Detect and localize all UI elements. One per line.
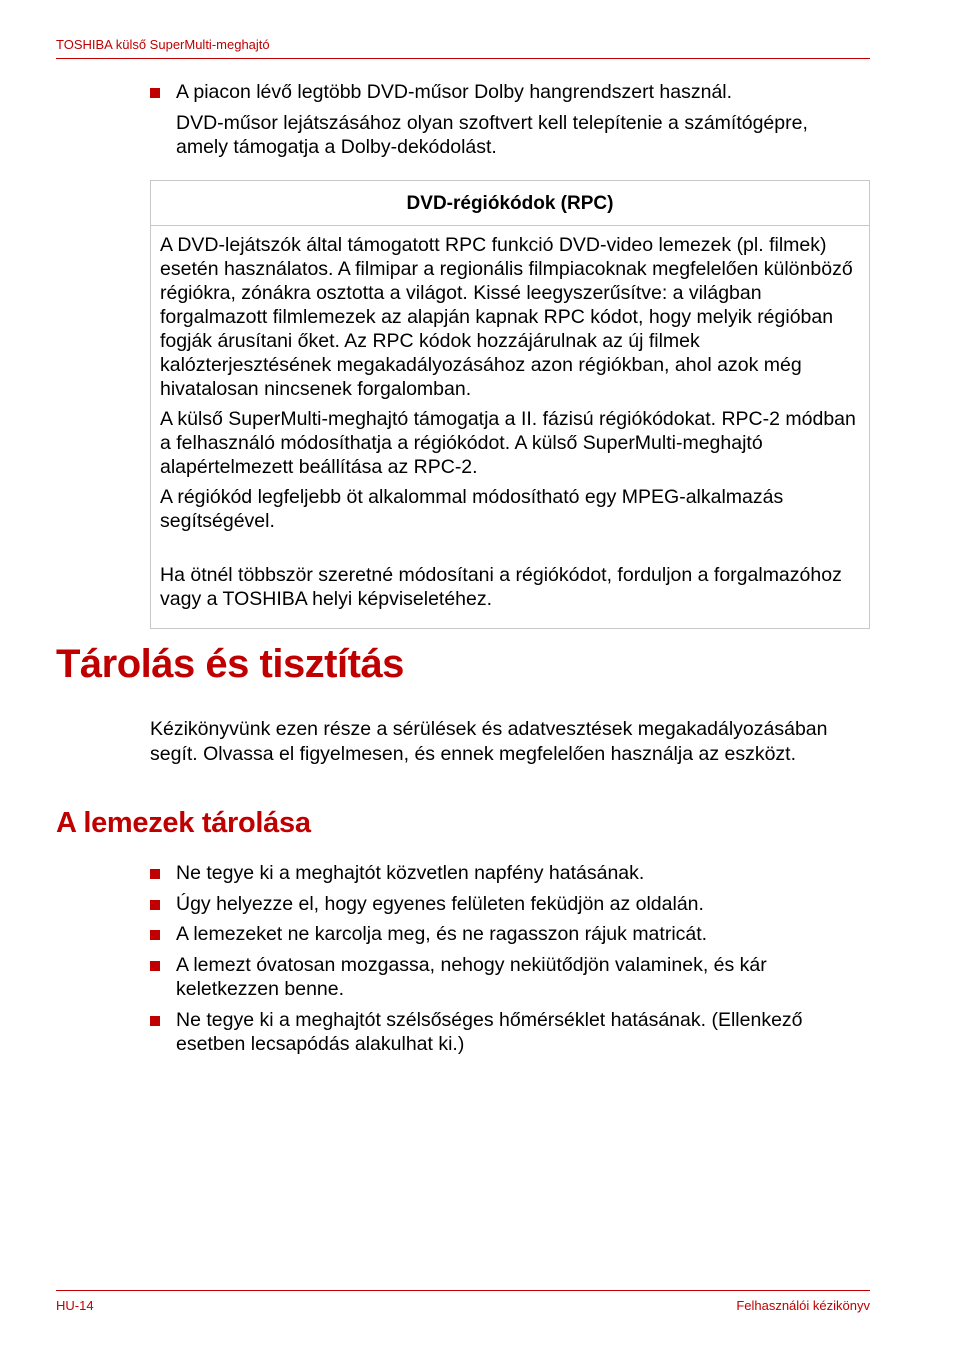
list-item <box>150 1008 850 1056</box>
square-bullet-icon <box>150 1016 160 1026</box>
note-title: DVD-régiókódok (RPC) <box>151 181 869 226</box>
note-paragraph: A külső SuperMulti-meghajtó támogatja a II. fázisú régiókódokat. RPC-2 módban a felhasználó módosíthatja a régiókódot. A külső SuperMulti-meghajtó alapértelmezett beállítása az RPC-2. <box>160 408 856 478</box>
header-rule <box>56 58 870 59</box>
square-bullet-icon <box>150 88 160 98</box>
section-heading: Tárolás és tisztítás <box>56 642 404 686</box>
section-intro: Kézikönyvünk ezen része a sérülések és adatvesztések megakadályozásában segít. Olvassa el figyelmesen, és ennek megfelelően használja az eszközt. <box>150 718 828 765</box>
list-item <box>150 922 850 946</box>
list-item <box>150 892 850 916</box>
note-box <box>150 180 870 629</box>
square-bullet-icon <box>150 869 160 879</box>
square-bullet-icon <box>150 900 160 910</box>
list-item <box>150 953 850 1001</box>
note-paragraph: A régiókód legfeljebb öt alkalommal módosítható egy MPEG-alkalmazás segítségével. <box>160 486 784 532</box>
list-item <box>150 80 850 104</box>
list-item-text: A piacon lévő legtöbb DVD-műsor Dolby hangrendszert használ. <box>176 81 733 103</box>
list-item-text: A lemezeket ne karcolja meg, és ne ragasszon rájuk matricát. <box>176 923 708 945</box>
page-number: HU-14 <box>56 1298 94 1313</box>
note-body <box>151 226 869 611</box>
list-item <box>150 861 850 885</box>
body-paragraph: DVD-műsor lejátszásához olyan szoftvert kell telepítenie a számítógépre, amely támogatja a Dolby-dekódolást. <box>176 112 808 158</box>
list-item-text: A lemezt óvatosan mozgassa, nehogy nekiütődjön valaminek, és kár keletkezzen benne. <box>176 954 767 1000</box>
square-bullet-icon <box>150 930 160 940</box>
note-paragraph: Ha ötnél többször szeretné módosítani a régiókódot, forduljon a forgalmazóhoz vagy a TOSHIBA helyi képviseletéhez. <box>160 564 842 610</box>
list-item-text: Ne tegye ki a meghajtót közvetlen napfény hatásának. <box>176 862 645 884</box>
note-paragraph: A DVD-lejátszók által támogatott RPC funkció DVD-video lemezek (pl. filmek) esetén használatos. A filmipar a regionális filmpiacoknak megfelelően különböző régiókra, zónákra osztotta a világot. Kissé leegyszerűsítve: a világban forgalmazott filmlemezek az alapján kapnak RPC kódot, hogy melyik régióban fogják árusítani őket. Az RPC kódok hozzájárulnak az új filmek kalózterjesztésének megakadályozásához azon régiókban, ahol azok még hivatalosan nincsenek forgalomban. <box>160 234 853 400</box>
manual-title: Felhasználói kézikönyv <box>736 1298 870 1313</box>
square-bullet-icon <box>150 961 160 971</box>
footer-rule <box>56 1290 870 1291</box>
list-item-text: Ne tegye ki a meghajtót szélsőséges hőmérséklet hatásának. (Ellenkező esetben lecsapódás alakulhat ki.) <box>176 1009 803 1055</box>
list-item-text: Úgy helyezze el, hogy egyenes felületen feküdjön az oldalán. <box>176 893 704 915</box>
running-header: TOSHIBA külső SuperMulti-meghajtó <box>56 37 270 52</box>
subsection-heading: A lemezek tárolása <box>56 807 311 839</box>
